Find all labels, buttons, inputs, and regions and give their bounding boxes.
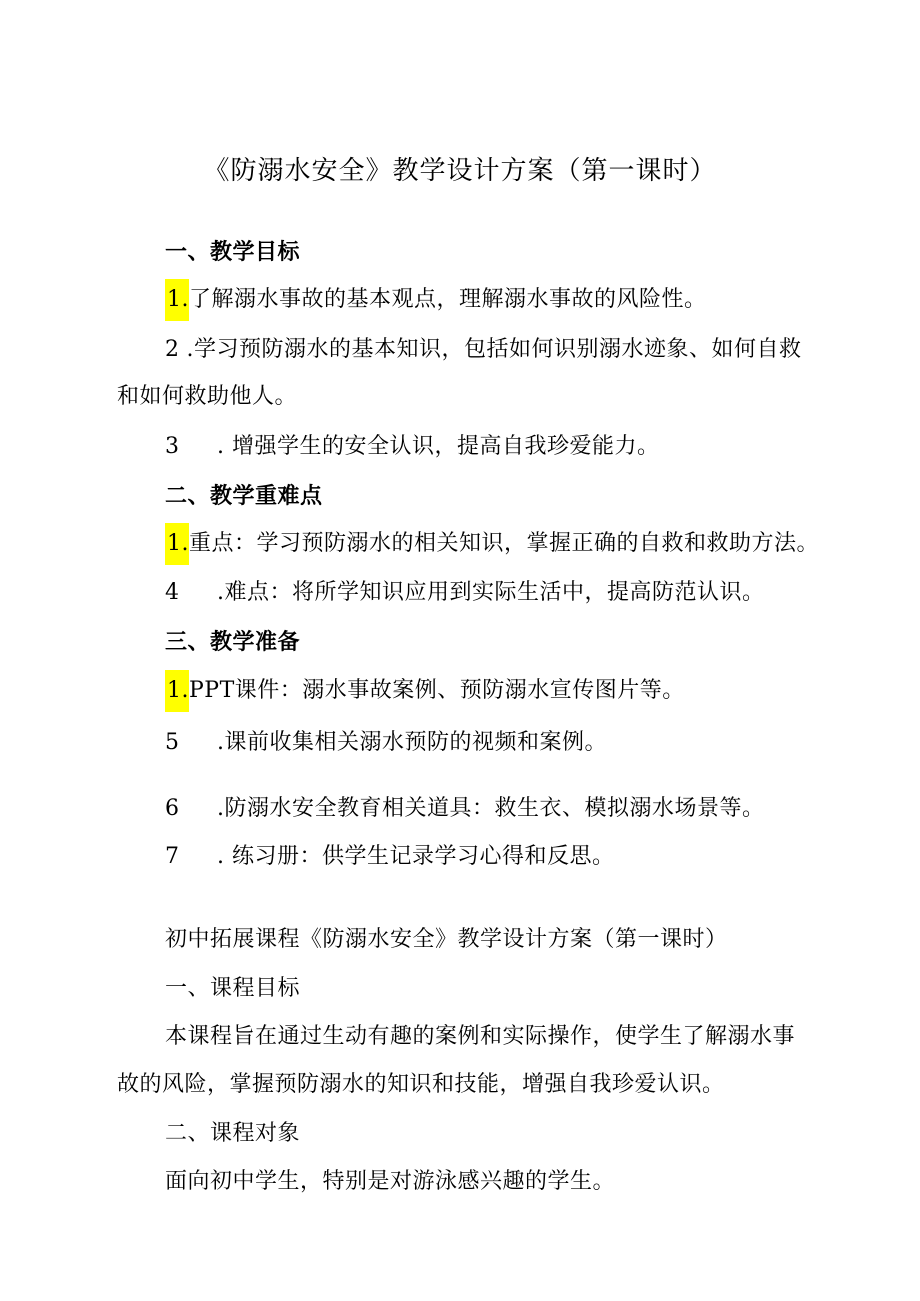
list-item — [165, 676, 685, 706]
list-item — [165, 529, 819, 559]
list-item-text: .难点：将所学知识应用到实际生活中，提高防范认识。 — [217, 580, 765, 605]
list-item-text: . 增强学生的安全认识，提高自我珍爱能力。 — [217, 434, 660, 459]
course-title: 初中拓展课程《防溺水安全》教学设计方案（第一课时） — [165, 927, 728, 952]
document-title: 《防溺水安全》教学设计方案（第一课时） — [203, 156, 717, 186]
section-heading-preparation: 三、教学准备 — [165, 629, 301, 655]
list-item-number: 4 — [165, 580, 180, 605]
highlighted-number: 1. — [165, 670, 189, 712]
list-item-text: 重点：学习预防溺水的相关知识，掌握正确的自救和救助方法。 — [189, 531, 820, 556]
section-heading-objectives: 一、教学目标 — [165, 239, 301, 265]
course-target-heading: 二、课程对象 — [165, 1121, 301, 1146]
highlighted-number: 1. — [165, 523, 189, 565]
list-item — [165, 842, 615, 872]
list-item-text: .课前收集相关溺水预防的视频和案例。 — [217, 730, 607, 755]
list-item-number: 5 — [165, 730, 180, 755]
course-goal-text: 本课程旨在通过生动有趣的案例和实际操作，使学生了解溺水事 — [165, 1024, 796, 1049]
list-item-number: 2 — [165, 337, 180, 362]
list-item-text: 了解溺水事故的基本观点，理解溺水事故的风险性。 — [189, 287, 707, 312]
list-item-number: 7 — [165, 844, 180, 869]
list-item-continuation: 和如何救助他人。 — [117, 384, 298, 409]
course-target-text: 面向初中学生，特别是对游泳感兴趣的学生。 — [165, 1169, 616, 1194]
list-item-number: 3 — [165, 434, 180, 459]
highlighted-number: 1. — [165, 279, 189, 321]
list-item — [165, 728, 607, 758]
list-item — [165, 794, 765, 824]
list-item-text: .学习预防溺水的基本知识，包括如何识别溺水迹象、如何自救 — [186, 337, 802, 362]
list-item — [165, 285, 707, 315]
course-goal-text-continuation: 故的风险，掌握预防溺水的知识和技能，增强自我珍爱认识。 — [117, 1072, 725, 1097]
list-item — [165, 578, 765, 608]
list-item — [165, 432, 660, 462]
course-goal-heading: 一、课程目标 — [165, 976, 301, 1001]
list-item-text: PPT课件：溺水事故案例、预防溺水宣传图片等。 — [189, 678, 685, 703]
list-item-text: .防溺水安全教育相关道具：救生衣、模拟溺水场景等。 — [217, 796, 765, 821]
list-item-text: . 练习册：供学生记录学习心得和反思。 — [217, 844, 615, 869]
list-item-number: 6 — [165, 796, 180, 821]
section-heading-key-points: 二、教学重难点 — [165, 483, 323, 509]
list-item — [165, 335, 802, 365]
